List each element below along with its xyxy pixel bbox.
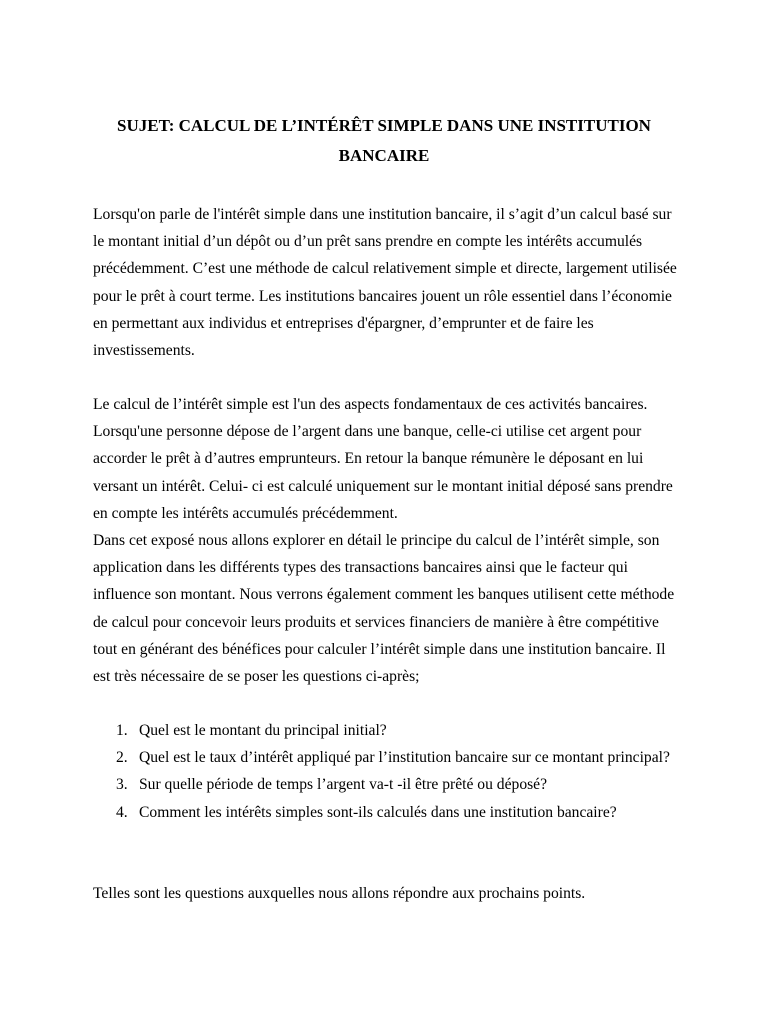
- list-item: [93, 799, 683, 826]
- paragraph-expose-plan: Dans cet exposé nous allons explorer en détail le principe du calcul de l’intérêt simple, son application dans les différents types des transactions bancaires ainsi que le facteur qui influence son montant. Nous verrons également comment les banques utilisent cette méthode de calcul pour concevoir leurs produits et services financiers de manière à être compétitive tout en générant des bénéfices pour calculer l’intérêt simple dans une institution bancaire. Il est très nécessaire de se poser les questions ci-après;: [93, 532, 675, 686]
- list-item-text: Sur quelle période de temps l’argent va-t -il être prêté ou déposé?: [139, 776, 548, 794]
- list-item-text: Comment les intérêts simples sont-ils calculés dans une institution bancaire?: [139, 803, 617, 821]
- list-item-number: 1.: [116, 722, 128, 739]
- list-item-number: 2.: [116, 749, 128, 767]
- paragraph-simple-interest: Le calcul de l’intérêt simple est l'un des aspects fondamentaux de ces activités bancaires. Lorsqu'une personne dépose de l’argent dans une banque, celle-ci utilise cet argent pour accorder le prêt à d’autres emprunteurs. En retour la banque rémunère le déposant en lui versant un intérêt. Celui- ci est calculé uniquement sur le montant initial déposé sans prendre en compte les intérêts accumulés précédemment.: [93, 396, 673, 522]
- questions-list: [93, 717, 683, 826]
- list-item-text: Quel est le montant du principal initial?: [139, 722, 387, 739]
- list-item: [93, 717, 683, 744]
- paragraph-closing: Telles sont les questions auxquelles nous allons répondre aux prochains points.: [93, 885, 586, 902]
- document-title: SUJET: CALCUL DE L’INTÉRÊT SIMPLE DANS UNE INSTITUTION BANCAIRE: [117, 116, 651, 165]
- list-item-number: 3.: [116, 776, 128, 794]
- paragraph-introduction: Lorsqu'on parle de l'intérêt simple dans une institution bancaire, il s’agit d’un calcul basé sur le montant initial d’un dépôt ou d’un prêt sans prendre en compte les intérêts accumulés précédemment. C’est une méthode de calcul relativement simple et directe, largement utilisée pour le prêt à court terme. Les institutions bancaires jouent un rôle essentiel dans l’économie en permettant aux individus et entreprises d'épargner, d’emprunter et de faire les investissements.: [93, 206, 677, 360]
- list-item-text: Quel est le taux d’intérêt appliqué par l’institution bancaire sur ce montant principal?: [139, 749, 670, 767]
- list-item: [93, 771, 683, 798]
- list-item: [93, 744, 683, 771]
- list-item-number: 4.: [116, 803, 128, 821]
